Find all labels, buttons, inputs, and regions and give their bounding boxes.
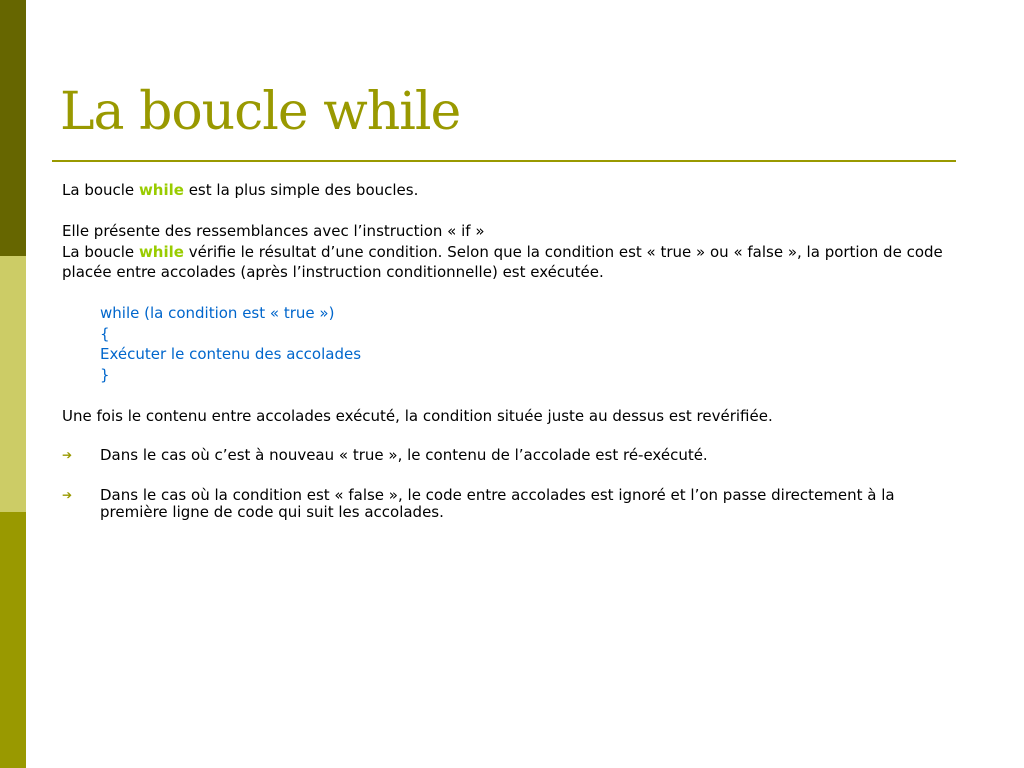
if-comparison-text: Elle présente des ressemblances avec l’instruction « if » [62, 222, 485, 240]
code-line: Exécuter le contenu des accolades [100, 345, 362, 363]
side-bar-bottom [0, 512, 26, 768]
bullet-item [62, 487, 952, 521]
arrow-right-icon: ➔ [62, 447, 73, 462]
condition-text-after: vérifie le résultat d’une condition. Selon que la condition est « true » ou « false », la portion de code placée entre accolades (après l’instruction conditionnelle) est exécutée. [62, 242, 943, 281]
code-line: { [100, 324, 110, 343]
keyword-while: while [138, 181, 184, 199]
bullet-item [62, 447, 952, 464]
reverify-paragraph: Une fois le contenu entre accolades exécuté, la condition située juste au dessus est revérifiée. [62, 406, 773, 425]
code-line: } [100, 365, 110, 384]
arrow-right-icon: ➔ [62, 487, 73, 502]
side-bar-middle [0, 256, 26, 512]
slide-title: La boucle while [60, 82, 461, 142]
intro-text-before: La boucle [62, 181, 139, 199]
keyword-while: while [138, 242, 184, 261]
code-line: while (la condition est « true ») [100, 304, 335, 322]
condition-text-before: La boucle [62, 242, 139, 261]
side-bar-top [0, 0, 26, 256]
bullet-text: Dans le cas où la condition est « false », le code entre accolades est ignoré et l’on passe directement à la première ligne de code qui suit les accolades. [100, 485, 895, 521]
condition-paragraph [62, 242, 952, 283]
intro-paragraph [62, 180, 952, 201]
title-divider [52, 160, 956, 162]
intro-text-after: est la plus simple des boucles. [183, 181, 419, 199]
slide-body [62, 180, 952, 521]
bullet-text: Dans le cas où c’est à nouveau « true », le contenu de l’accolade est ré-exécuté. [100, 445, 708, 464]
